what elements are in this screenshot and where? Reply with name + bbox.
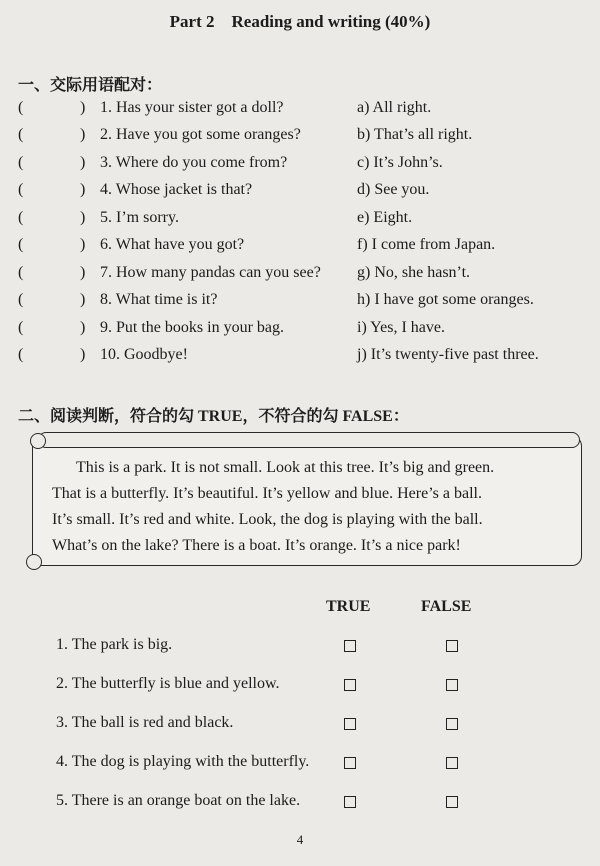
answer-blank-open: ( bbox=[18, 236, 24, 253]
true-checkbox[interactable] bbox=[344, 757, 356, 769]
answer-blank-open: ( bbox=[18, 264, 24, 281]
matching-row bbox=[0, 346, 600, 370]
answer-blank-open: ( bbox=[18, 209, 24, 226]
response-option: f) I come from Japan. bbox=[357, 236, 496, 253]
answer-blank-close: ) bbox=[80, 264, 86, 281]
answer-blank-open: ( bbox=[18, 154, 24, 171]
page-number: 4 bbox=[296, 832, 304, 847]
scroll-top-roll bbox=[38, 432, 580, 448]
statement-row bbox=[0, 792, 600, 816]
page-title: Part 2 Reading and writing (40%) bbox=[169, 12, 431, 31]
answer-blank-open: ( bbox=[18, 181, 24, 198]
matching-row bbox=[0, 264, 600, 288]
question-text: 5. I’m sorry. bbox=[100, 209, 179, 226]
answer-blank-close: ) bbox=[80, 99, 86, 116]
matching-row bbox=[0, 126, 600, 150]
answer-blank-open: ( bbox=[18, 126, 24, 143]
question-text: 8. What time is it? bbox=[100, 291, 218, 308]
statement-row bbox=[0, 675, 600, 699]
response-option: i) Yes, I have. bbox=[357, 319, 445, 336]
statement-row bbox=[0, 753, 600, 777]
section2-heading: 二、阅读判断，符合的勾 TRUE，不符合的勾 FALSE： bbox=[18, 408, 409, 425]
response-option: b) That’s all right. bbox=[357, 126, 473, 143]
response-option: h) I have got some oranges. bbox=[357, 291, 534, 308]
true-checkbox[interactable] bbox=[344, 796, 356, 808]
passage-line: This is a park. It is not small. Look at this tree. It’s big and green. bbox=[76, 459, 495, 476]
response-option: d) See you. bbox=[357, 181, 430, 198]
answer-blank-close: ) bbox=[80, 181, 86, 198]
matching-row bbox=[0, 319, 600, 343]
section1-heading: 一、交际用语配对： bbox=[18, 77, 163, 94]
question-text: 2. Have you got some oranges? bbox=[100, 126, 301, 143]
question-text: 1. Has your sister got a doll? bbox=[100, 99, 284, 116]
statement-text: 3. The ball is red and black. bbox=[56, 714, 234, 731]
response-option: j) It’s twenty-five past three. bbox=[357, 346, 539, 363]
false-checkbox[interactable] bbox=[446, 679, 458, 691]
response-option: e) Eight. bbox=[357, 209, 413, 226]
true-checkbox[interactable] bbox=[344, 679, 356, 691]
true-column-header: TRUE bbox=[326, 598, 371, 615]
passage-line: What’s on the lake? There is a boat. It’s orange. It’s a nice park! bbox=[52, 537, 461, 554]
false-column-header: FALSE bbox=[421, 598, 472, 615]
matching-row bbox=[0, 181, 600, 205]
response-option: c) It’s John’s. bbox=[357, 154, 443, 171]
scroll-curl-icon bbox=[26, 554, 42, 570]
answer-blank-close: ) bbox=[80, 319, 86, 336]
question-text: 7. How many pandas can you see? bbox=[100, 264, 321, 281]
true-checkbox[interactable] bbox=[344, 640, 356, 652]
false-checkbox[interactable] bbox=[446, 796, 458, 808]
question-text: 4. Whose jacket is that? bbox=[100, 181, 253, 198]
scroll-curl-icon bbox=[30, 433, 46, 449]
passage-line: That is a butterfly. It’s beautiful. It’s yellow and blue. Here’s a ball. bbox=[52, 485, 482, 502]
answer-blank-open: ( bbox=[18, 319, 24, 336]
answer-blank-close: ) bbox=[80, 154, 86, 171]
statement-text: 1. The park is big. bbox=[56, 636, 173, 653]
answer-blank-close: ) bbox=[80, 209, 86, 226]
answer-blank-close: ) bbox=[80, 126, 86, 143]
answer-blank-close: ) bbox=[80, 346, 86, 363]
matching-row bbox=[0, 99, 600, 123]
answer-blank-close: ) bbox=[80, 291, 86, 308]
response-option: g) No, she hasn’t. bbox=[357, 264, 471, 281]
answer-blank-open: ( bbox=[18, 346, 24, 363]
statement-text: 4. The dog is playing with the butterfly. bbox=[56, 753, 310, 770]
question-text: 6. What have you got? bbox=[100, 236, 245, 253]
answer-blank-close: ) bbox=[80, 236, 86, 253]
matching-row bbox=[0, 291, 600, 315]
matching-row bbox=[0, 154, 600, 178]
response-option: a) All right. bbox=[357, 99, 432, 116]
answer-blank-open: ( bbox=[18, 99, 24, 116]
true-checkbox[interactable] bbox=[344, 718, 356, 730]
question-text: 9. Put the books in your bag. bbox=[100, 319, 284, 336]
statement-text: 2. The butterfly is blue and yellow. bbox=[56, 675, 280, 692]
passage-line: It’s small. It’s red and white. Look, the dog is playing with the ball. bbox=[52, 511, 483, 528]
statement-row bbox=[0, 636, 600, 660]
question-text: 10. Goodbye! bbox=[100, 346, 188, 363]
matching-row bbox=[0, 209, 600, 233]
false-checkbox[interactable] bbox=[446, 718, 458, 730]
answer-blank-open: ( bbox=[18, 291, 24, 308]
false-checkbox[interactable] bbox=[446, 640, 458, 652]
statement-text: 5. There is an orange boat on the lake. bbox=[56, 792, 301, 809]
statement-row bbox=[0, 714, 600, 738]
matching-row bbox=[0, 236, 600, 260]
question-text: 3. Where do you come from? bbox=[100, 154, 288, 171]
false-checkbox[interactable] bbox=[446, 757, 458, 769]
